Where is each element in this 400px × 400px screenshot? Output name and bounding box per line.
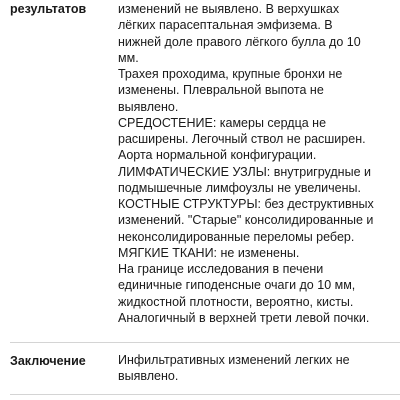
results-line: Трахея проходима, крупные бронхи не	[118, 67, 343, 81]
conclusion-line: Инфильтративных изменений легких не	[118, 353, 350, 367]
results-line: нижней доле правого лёгкого булла до 10	[118, 34, 361, 49]
results-label: результатов	[10, 2, 87, 16]
results-line: единичные гиподенсные очаги до 10 мм,	[118, 278, 356, 293]
conclusion-line: выявлено.	[118, 369, 179, 384]
results-text	[118, 1, 400, 326]
results-line: жидкостной плотности, вероятно, кисты.	[118, 294, 354, 309]
results-line: неконсолидированные переломы ребер.	[118, 229, 355, 244]
results-line: изменений не выявлено. В верхушках	[118, 2, 340, 16]
results-line: На границе исследования в печени	[118, 262, 324, 276]
results-line: Аналогичный в верхней трети левой почки.	[118, 310, 370, 325]
results-line: выявлено.	[118, 99, 179, 114]
results-line: лёгких парасептальная эмфизема. В	[118, 18, 333, 33]
results-line: МЯГКИЕ ТКАНИ: не изменены.	[118, 245, 300, 260]
results-line: мм.	[118, 50, 139, 65]
results-line: ЛИМФАТИЧЕСКИЕ УЗЛЫ: внутригрудные и	[118, 164, 371, 179]
conclusion-text	[118, 352, 400, 385]
results-line: СРЕДОСТЕНИЕ: камеры сердца не	[118, 115, 327, 130]
results-line: Аорта нормальной конфигурации.	[118, 148, 317, 163]
row-divider	[10, 394, 400, 395]
conclusion-label: Заключение	[10, 354, 86, 368]
results-line: КОСТНЫЕ СТРУКТУРЫ: без деструктивных	[118, 197, 374, 211]
results-line: изменены. Плевральной выпота не	[118, 83, 324, 98]
results-line: подмышечные лимфоузлы не увеличены.	[118, 180, 361, 195]
results-line: расширены. Легочный ствол не расширен.	[118, 132, 366, 146]
row-divider	[10, 342, 400, 343]
results-line: изменений. "Старые" консолидированные и	[118, 213, 374, 228]
